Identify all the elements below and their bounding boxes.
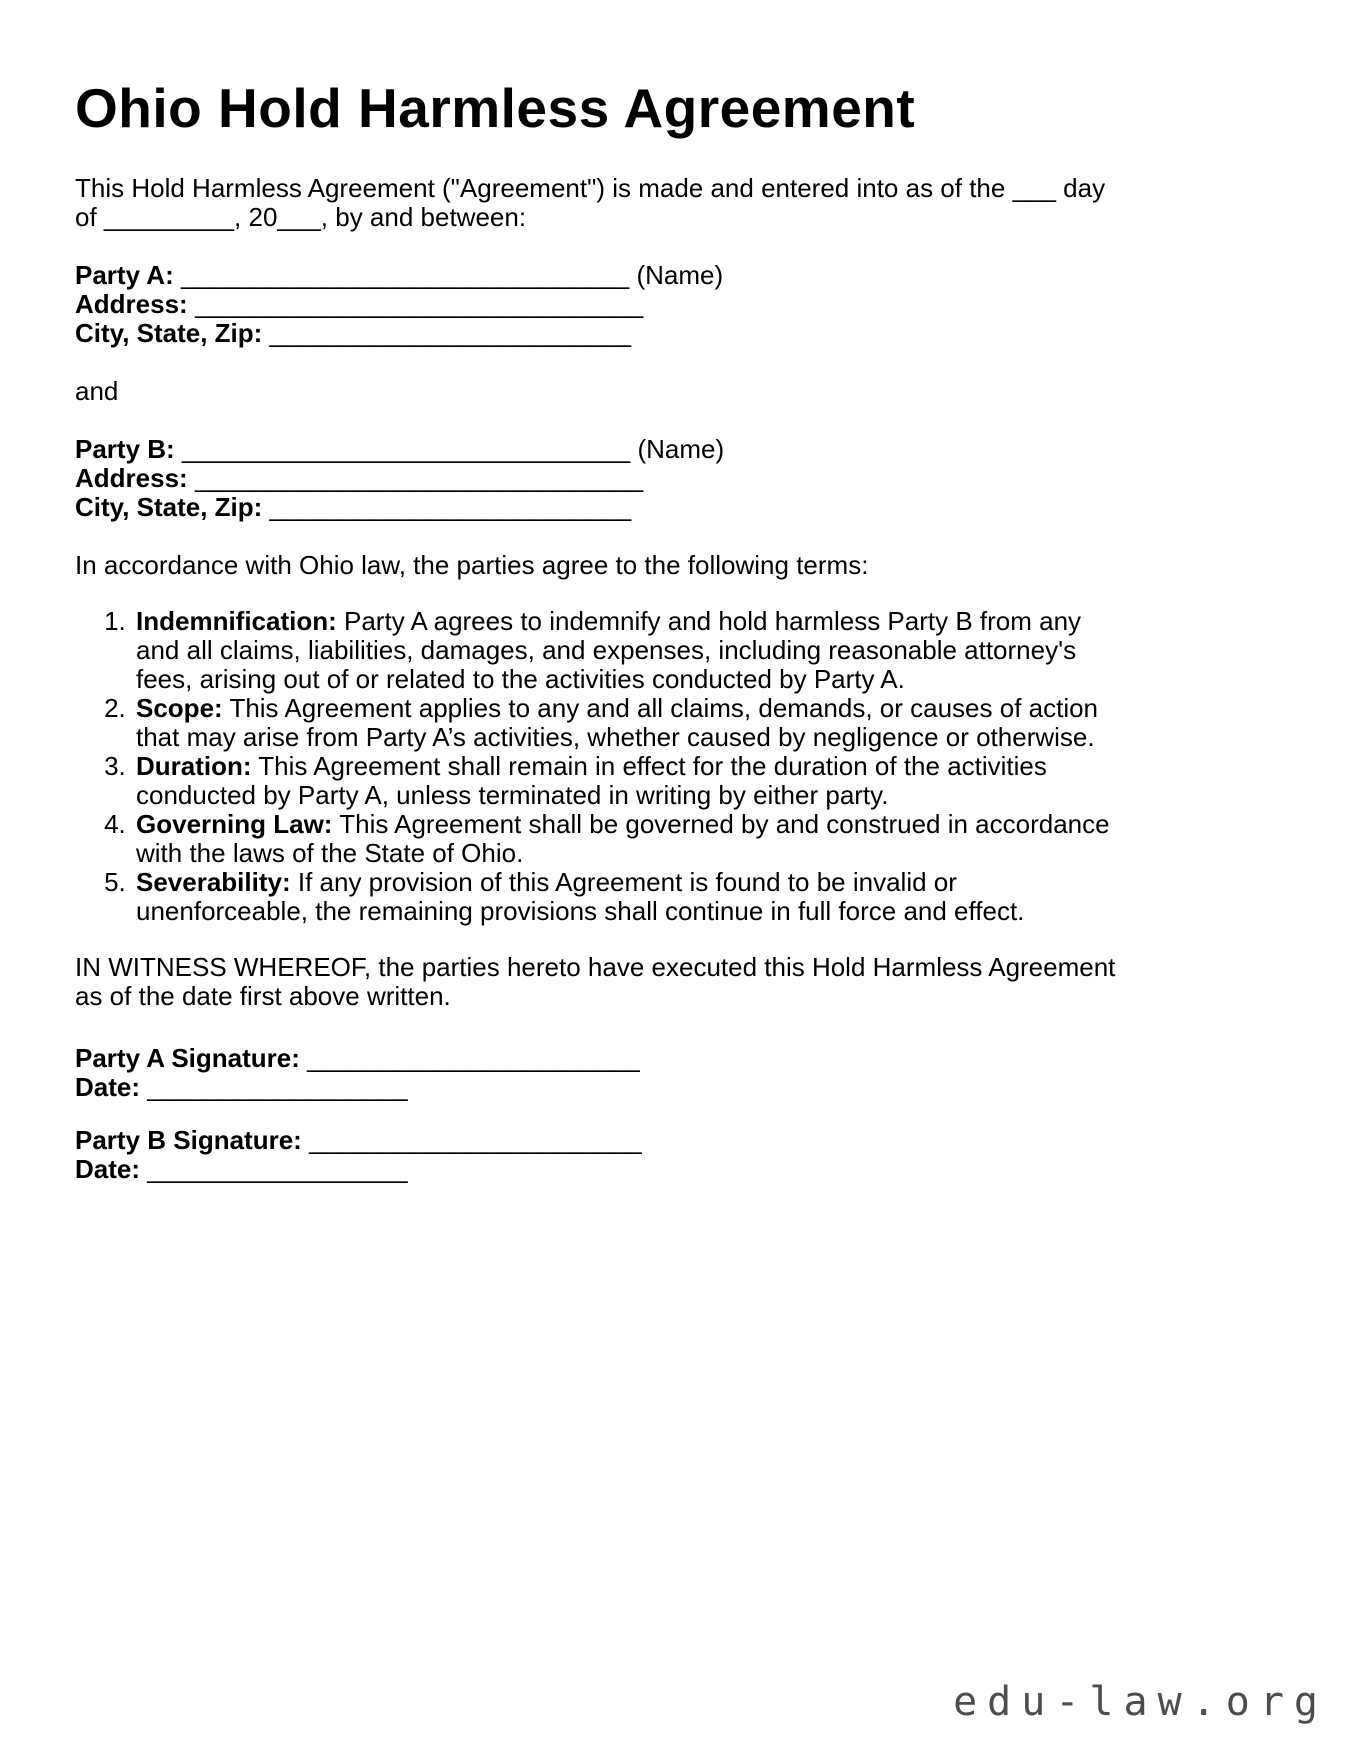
party-b-name-line [75, 435, 1120, 464]
party-b-section [75, 435, 1120, 522]
term-label: Indemnification: [136, 605, 337, 636]
party-b-signature-blank: _______________________ [309, 1124, 642, 1155]
party-b-signature-section [75, 1126, 1120, 1184]
term-item-indemnification [133, 607, 1120, 694]
party-b-signature-label: Party B Signature: [75, 1124, 302, 1155]
term-label: Scope: [136, 692, 223, 723]
term-item-duration [133, 752, 1120, 810]
footer-watermark: edu-law.org [953, 1679, 1328, 1725]
term-text: Party A agrees to indemnify and hold harmless Party B from any and all claims, liabilities, damages, and expenses, including reasonable attorney's fees, arising out of or related to the activities conducted by Party A. [136, 605, 1082, 694]
party-b-address-line [75, 464, 1120, 493]
party-a-address-label: Address: [75, 288, 188, 319]
term-text: This Agreement applies to any and all claims, demands, or causes of action that may arise from Party A’s activities, whether caused by negligence or otherwise. [136, 692, 1099, 752]
party-a-name-label: Party A: [75, 259, 174, 290]
party-a-csz-label: City, State, Zip: [75, 317, 263, 348]
party-b-name-blank: _______________________________ [181, 433, 631, 464]
party-a-name-blank: _______________________________ [180, 259, 630, 290]
party-a-section [75, 261, 1120, 348]
party-b-csz-label: City, State, Zip: [75, 491, 263, 522]
witness-paragraph: IN WITNESS WHEREOF, the parties hereto have executed this Hold Harmless Agreement as of the date first above written. [75, 951, 1116, 1011]
party-a-address-blank: _______________________________ [194, 288, 644, 319]
term-text: This Agreement shall be governed by and construed in accordance with the laws of the State of Ohio. [136, 808, 1110, 868]
terms-list [75, 607, 1120, 926]
terms-intro: In accordance with Ohio law, the parties agree to the following terms: [75, 549, 869, 580]
term-text: If any provision of this Agreement is found to be invalid or unenforceable, the remaining provisions shall continue in full force and effect. [136, 866, 1025, 926]
party-a-signature-line [75, 1044, 1120, 1073]
page-title: Ohio Hold Harmless Agreement [75, 77, 916, 139]
term-text: This Agreement shall remain in effect for the duration of the activities conducted by Party A, unless terminated in writing by either party. [136, 750, 1047, 810]
party-b-address-blank: _______________________________ [194, 462, 644, 493]
term-item-severability [133, 868, 1120, 926]
party-a-name-line [75, 261, 1120, 290]
party-a-signature-label: Party A Signature: [75, 1042, 300, 1073]
term-label: Duration: [136, 750, 252, 781]
and-connector: and [75, 375, 119, 406]
party-a-date-line [75, 1073, 1120, 1102]
term-item-governing-law [133, 810, 1120, 868]
party-b-date-label: Date: [75, 1153, 141, 1184]
term-label: Governing Law: [136, 808, 333, 839]
party-a-csz-blank: _________________________ [269, 317, 632, 348]
party-a-csz-line [75, 319, 1120, 348]
party-b-csz-line [75, 493, 1120, 522]
party-a-name-suffix: (Name) [636, 259, 724, 290]
party-a-date-label: Date: [75, 1071, 141, 1102]
party-b-csz-blank: _________________________ [269, 491, 632, 522]
term-item-scope [133, 694, 1120, 752]
party-b-name-suffix: (Name) [637, 433, 725, 464]
party-b-date-line [75, 1155, 1120, 1184]
party-b-name-label: Party B: [75, 433, 175, 464]
party-b-address-label: Address: [75, 462, 188, 493]
term-label: Severability: [136, 866, 291, 897]
party-a-date-blank: __________________ [147, 1071, 408, 1102]
party-b-date-blank: __________________ [147, 1153, 408, 1184]
party-a-address-line [75, 290, 1120, 319]
intro-paragraph: This Hold Harmless Agreement ("Agreement") is made and entered into as of the ___ day of _________, 20___, by and between: [75, 172, 1106, 232]
party-b-signature-line [75, 1126, 1120, 1155]
party-a-signature-section [75, 1044, 1120, 1102]
party-a-signature-blank: _______________________ [307, 1042, 640, 1073]
